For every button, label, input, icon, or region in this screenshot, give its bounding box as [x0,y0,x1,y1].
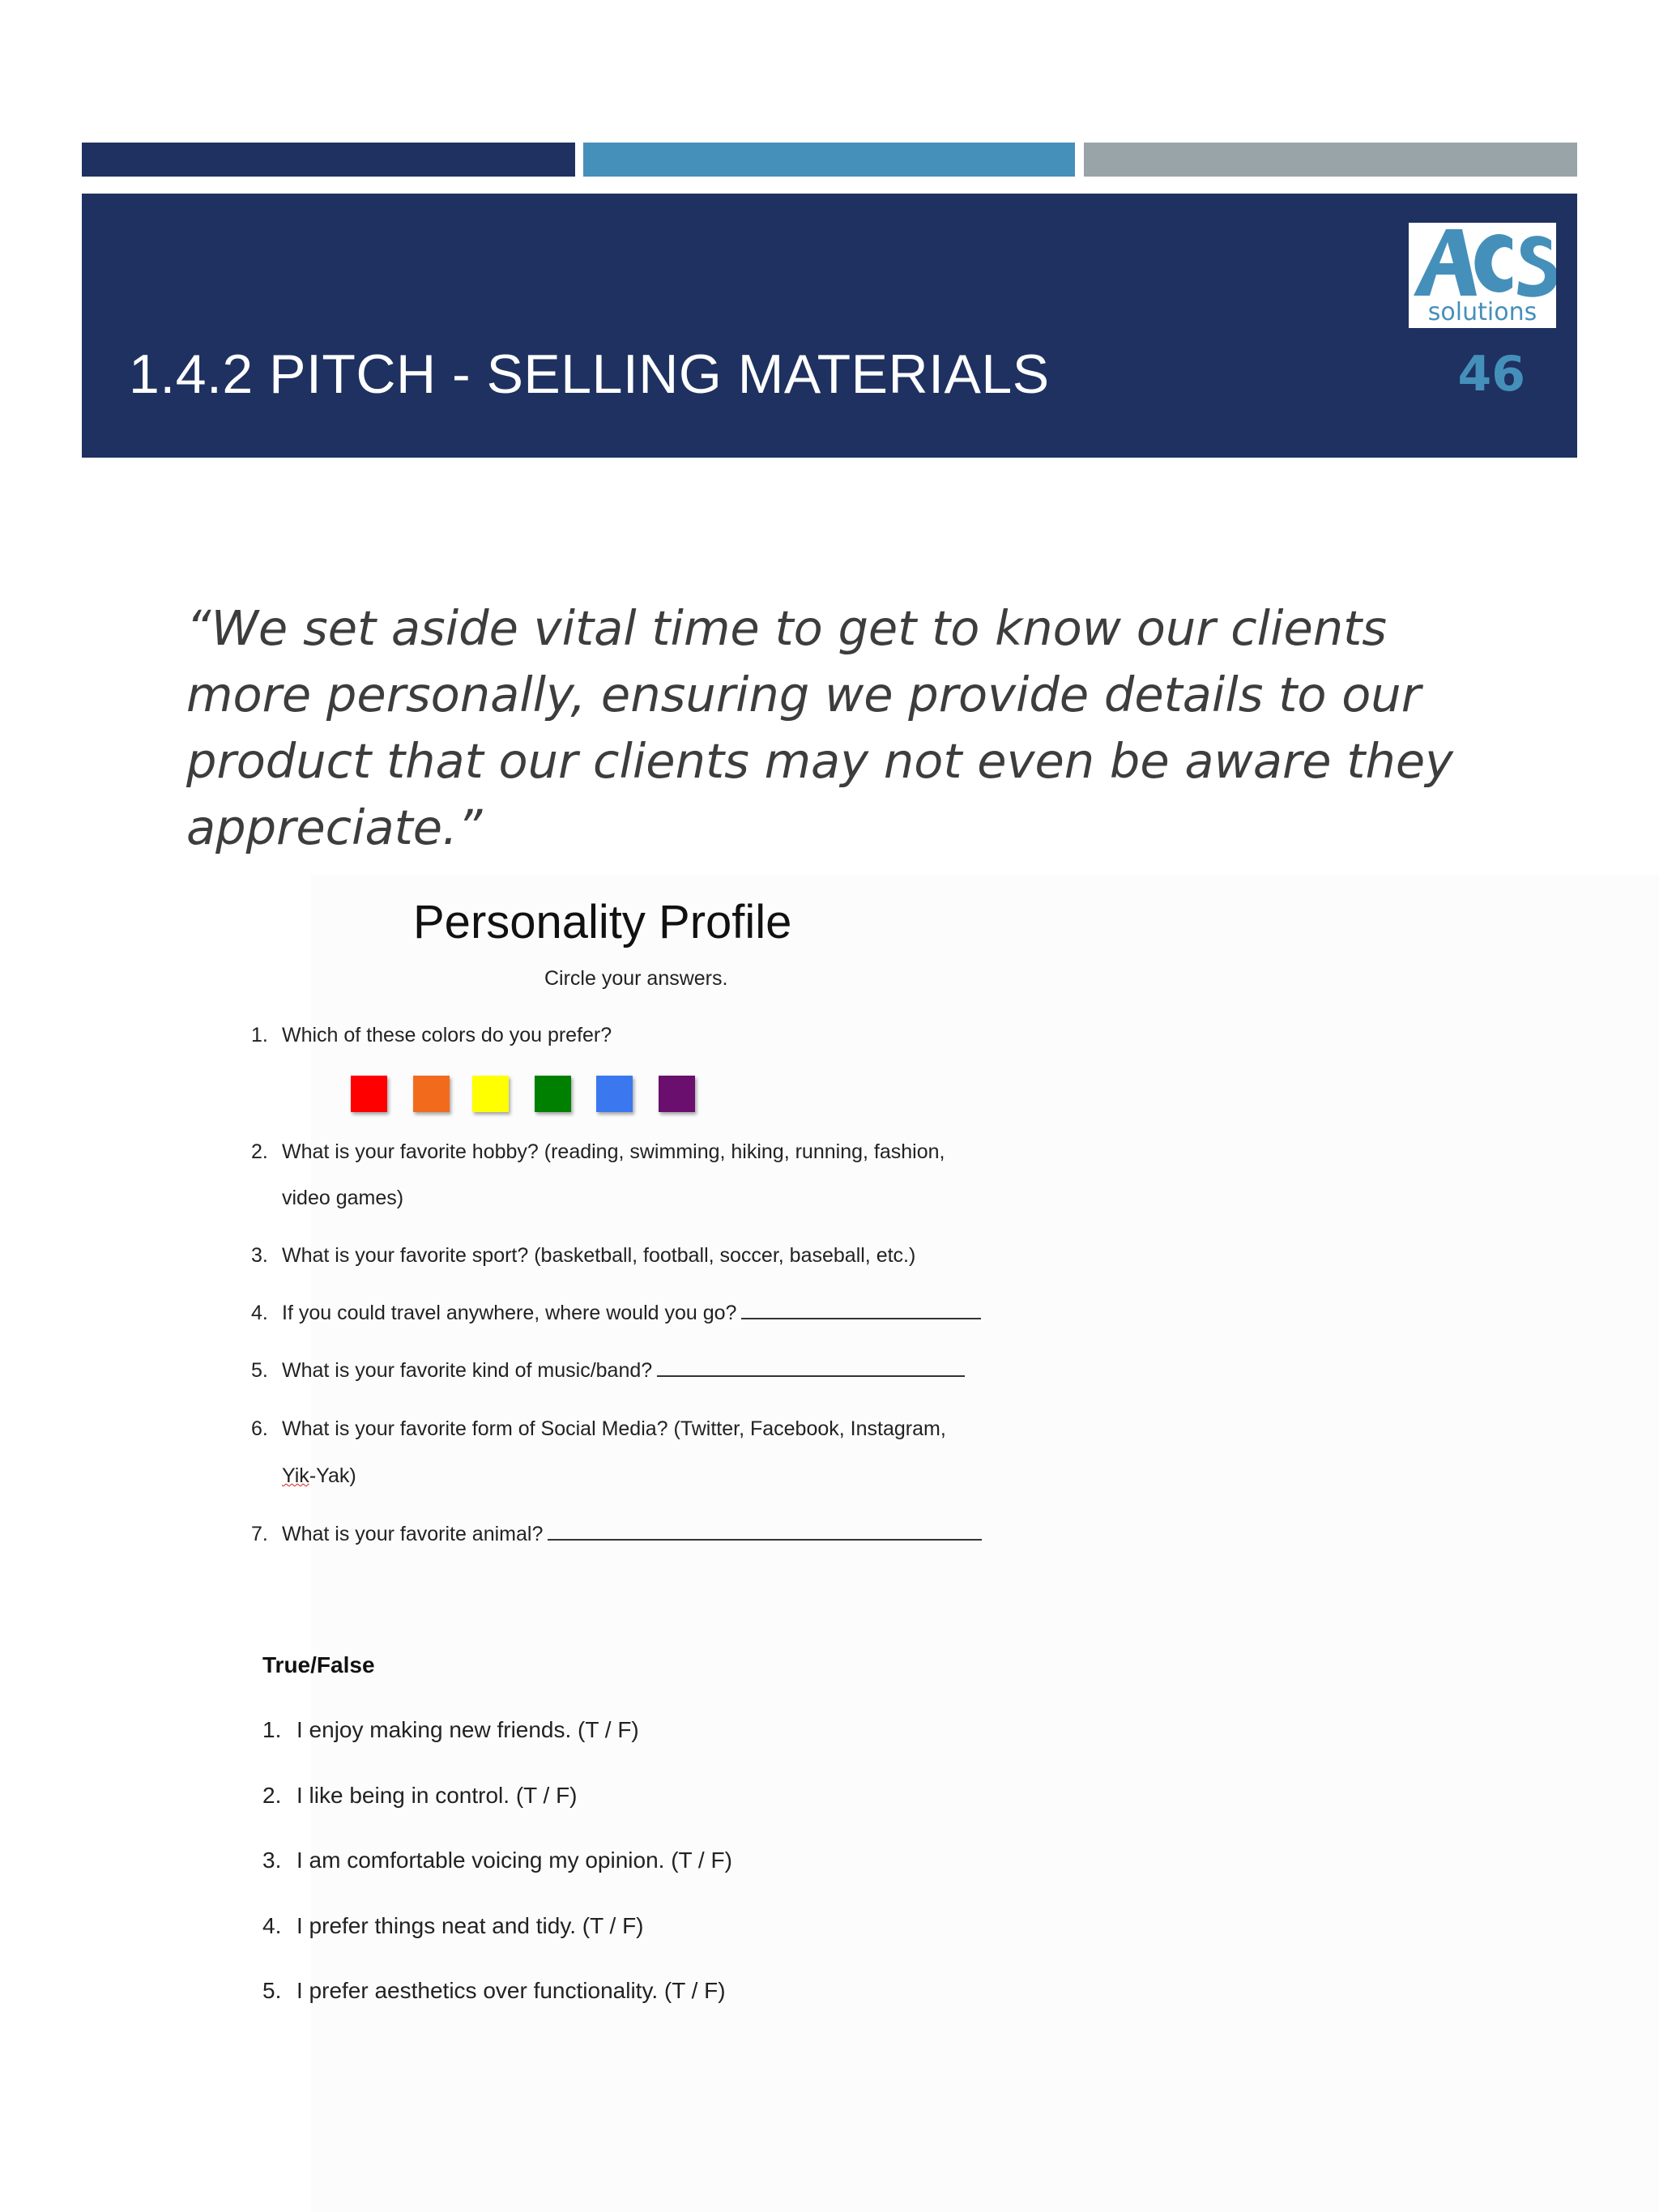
color-swatch-purple[interactable] [659,1076,695,1112]
color-swatch-orange[interactable] [413,1076,450,1112]
form-title: Personality Profile [413,896,792,948]
form-subtitle: Circle your answers. [544,967,728,990]
color-swatches [351,1076,707,1118]
color-swatch-yellow[interactable] [472,1076,509,1112]
accent-bar-gray [1084,143,1577,177]
acs-logo-letters-icon [1409,223,1556,300]
answer-line-5[interactable] [657,1359,965,1377]
color-swatch-green[interactable] [535,1076,571,1112]
question-2-continued: video games) [282,1187,404,1209]
answer-line-7[interactable] [548,1523,982,1541]
title-banner [82,194,1577,458]
color-swatch-blue[interactable] [596,1076,633,1112]
logo-text: solutions [1427,298,1537,326]
accent-bar-blue [583,143,1075,177]
slide-title: 1.4.2 PITCH - SELLING MATERIALS [129,343,1050,405]
acs-logo [1409,223,1556,328]
question-6-continued: Yik-Yak) [282,1464,356,1487]
slide-number: 46 [1457,346,1525,403]
answer-line-4[interactable] [741,1302,981,1319]
quote-text: “We set aside vital time to get to know our clients more personally, ensuring we provide details to our product that our clients may not even be aware they appreciate.” [186,600,1454,855]
color-swatch-red[interactable] [351,1076,387,1112]
accent-bar-navy [82,143,575,177]
true-false-heading: True/False [262,1652,375,1677]
